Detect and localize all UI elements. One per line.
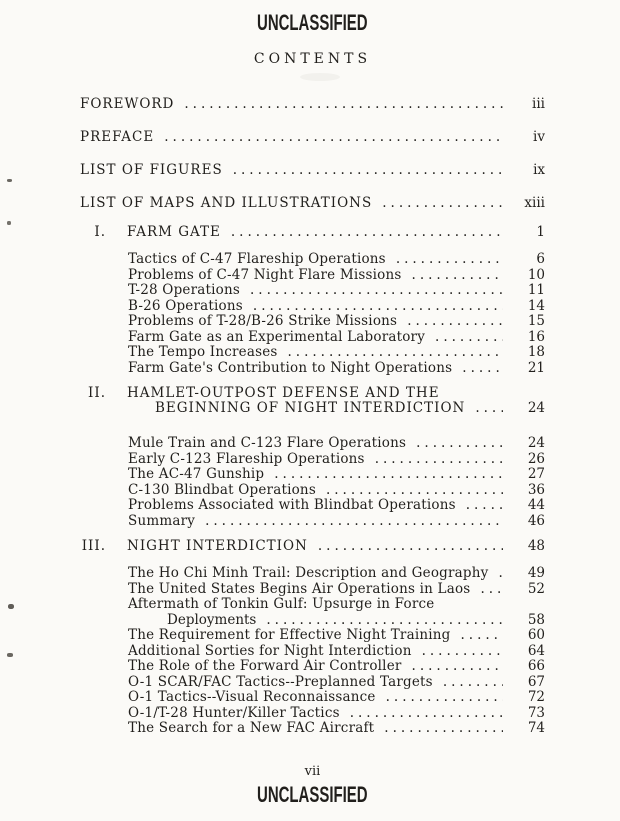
toc-entry-row [80,345,545,361]
dot-leader [256,613,503,629]
section-heading [80,225,545,240]
page-number: 11 [527,282,545,298]
page-number: 1 [536,224,545,240]
entry-title: The United States Begins Air Operations in Laos [128,580,471,597]
page-number: 46 [527,512,545,529]
toc-entry-row [80,436,545,452]
scan-speck [7,179,12,182]
front-matter-title: PREFACE [80,129,155,145]
page-number: 24 [527,435,545,451]
toc-entry-row [80,690,545,706]
toc-entry-row [80,314,545,330]
dot-leader [406,436,503,452]
toc-entry-row [80,467,545,483]
page-number: 66 [527,658,545,674]
dot-leader [316,483,503,499]
page-number: 49 [527,565,545,581]
dot-leader [374,721,503,737]
front-matter-title: LIST OF MAPS AND ILLUSTRATIONS [80,195,373,211]
dot-leader [278,345,503,361]
classification-stamp-top [80,10,545,35]
toc-entry-row [80,566,545,582]
dot-leader [488,566,503,582]
toc-entry-row [80,283,545,299]
dot-leader [402,659,503,675]
section-heading [80,386,545,401]
dot-leader [470,582,503,598]
dot-leader [243,299,503,315]
toc-entry-row [80,675,545,691]
page-number: 72 [527,689,545,705]
section-title: FARM GATE [127,224,221,240]
classification-text: UNCLASSIFIED [257,10,368,35]
entry-title: Problems Associated with Blindbat Operations [128,497,456,513]
dot-leader [264,467,503,483]
page-number: 52 [527,580,545,597]
page-number: 67 [527,673,545,690]
entry-title: T-28 Operations [128,282,240,298]
entry-title: Early C-123 Flareship Operations [128,450,365,467]
entry-title: B-26 Operations [128,297,243,314]
page-number: 27 [527,466,545,482]
entry-title: Tactics of C-47 Flareship Operations [128,251,386,267]
toc-entry-row [80,252,545,268]
classification-text: UNCLASSIFIED [257,781,368,807]
front-matter-row [80,163,545,178]
page-number: 26 [527,450,545,467]
toc-entry-row [80,330,545,346]
entry-title: Farm Gate's Contribution to Night Operations [128,359,453,376]
entry-title: C-130 Blindbat Operations [128,481,316,498]
toc-entry-row [80,706,545,722]
dot-leader [154,130,503,145]
front-matter-row [80,97,545,112]
page-number: 74 [527,720,545,736]
toc-entry-row-line2 [80,613,545,629]
section-entries [80,566,545,737]
scan-speck [7,221,11,225]
toc-entry-row [80,659,545,675]
entry-title: Farm Gate as an Experimental Laboratory [128,328,426,345]
entry-title: Additional Sorties for Night Interdiction [128,642,412,659]
dot-leader [223,163,503,178]
entry-title: The Tempo Increases [128,344,278,360]
dot-leader [451,628,503,644]
page-number: 21 [527,359,545,376]
section-entries [80,252,545,376]
page-number: 14 [527,297,545,314]
front-matter-row [80,196,545,211]
dot-leader [174,97,503,112]
toc-section [80,386,545,529]
page-number: xiii [524,195,545,211]
page-number: 10 [527,266,545,283]
entry-title: O-1 Tactics--Visual Reconnaissance [128,689,376,705]
entry-title: O-1 SCAR/FAC Tactics--Preplanned Targets [128,673,433,690]
entry-title: The Requirement for Effective Night Training [128,627,451,643]
page-number: 58 [527,611,545,628]
dot-leader [412,644,503,660]
toc-entry-row [80,299,545,315]
dot-leader [195,514,503,530]
toc-entry-row [80,597,545,613]
page-number: 60 [527,627,545,643]
section-heading [80,539,545,554]
dot-leader [386,252,503,268]
toc-entry-row [80,721,545,737]
entry-title-continued: Deployments [167,611,257,628]
scan-smudge [300,73,340,81]
page-number: 73 [527,704,545,721]
front-matter-title: LIST OF FIGURES [80,162,223,178]
page-number: 24 [527,400,545,416]
page-number: 18 [527,344,545,360]
page-number: 15 [527,313,545,329]
toc-entry-row [80,644,545,660]
entry-title: Aftermath of Tonkin Gulf: Upsurge in Force [128,596,435,612]
entry-title: The Ho Chi Minh Trail: Description and Geography [128,565,489,581]
page-number: 64 [527,642,545,659]
page-number: iv [533,129,545,145]
toc-entry-row [80,452,545,468]
section-title-continued: BEGINNING OF NIGHT INTERDICTION [155,400,466,416]
page-number: 6 [536,251,545,267]
dot-leader [433,675,503,691]
toc-entry-row [80,361,545,377]
page-number: ix [533,162,545,178]
dot-leader [340,706,503,722]
dot-leader [372,196,503,211]
dot-leader [452,361,503,377]
page-number: 48 [527,538,545,554]
section-title: NIGHT INTERDICTION [127,538,308,554]
page-title: CONTENTS [253,51,372,67]
entry-title: O-1/T-28 Hunter/Killer Tactics [128,704,340,721]
dot-leader [221,225,503,240]
page-number: 44 [527,497,545,513]
section-numeral: III. [81,538,106,554]
dot-leader [425,330,503,346]
toc-entry-row [80,483,545,499]
section-heading-line2 [80,401,545,416]
section-entries [80,436,545,529]
front-matter-list [80,97,545,211]
scan-speck [7,653,13,657]
toc-entry-row [80,582,545,598]
front-matter-title: FOREWORD [80,96,175,112]
entry-title: The AC-47 Gunship [128,466,265,482]
section-title: HAMLET-OUTPOST DEFENSE AND THE [127,385,440,401]
dot-leader [308,539,503,554]
toc-section [80,225,545,376]
entry-title: Problems of C-47 Night Flare Missions [128,266,402,283]
classification-stamp-bottom [80,781,545,807]
entry-title: Summary [128,512,196,529]
entry-title: The Role of the Forward Air Controller [128,658,402,674]
toc-entry-row [80,498,545,514]
entry-title: Problems of T-28/B-26 Strike Missions [128,313,398,329]
dot-leader [365,452,503,468]
page-number: iii [532,96,545,112]
toc-entry-row [80,268,545,284]
scan-speck [8,604,14,609]
entry-title: The Search for a New FAC Aircraft [128,720,375,736]
dot-leader [376,690,503,706]
toc-entry-row [80,514,545,530]
page-number: 16 [527,328,545,345]
dot-leader [240,283,503,299]
sections-list [80,225,545,737]
section-numeral: II. [88,385,106,401]
page-number: 36 [527,481,545,498]
front-matter-row [80,130,545,145]
section-numeral: I. [94,224,106,240]
dot-leader [465,401,503,416]
entry-title: Mule Train and C-123 Flare Operations [128,435,407,451]
folio-page-number: vii [304,763,321,779]
dot-leader [402,268,503,284]
dot-leader [397,314,503,330]
toc-section [80,539,545,737]
toc-entry-row [80,628,545,644]
dot-leader [456,498,503,514]
